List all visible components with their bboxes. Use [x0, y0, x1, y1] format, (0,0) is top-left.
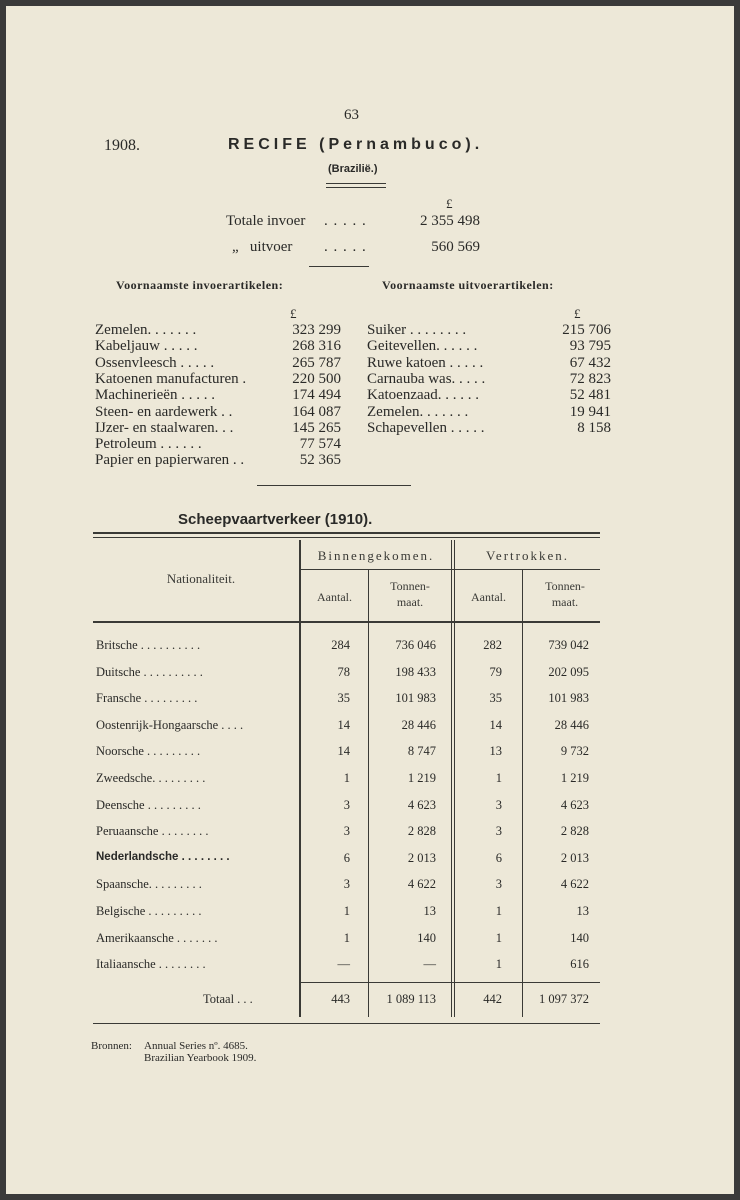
sources-label: Bronnen: — [91, 1040, 132, 1052]
row-out-t: 101 983 — [548, 691, 589, 706]
row-in-n: 14 — [337, 717, 350, 732]
imports-item-label: Machinerieën . . . . . — [95, 387, 215, 404]
row-nationality: Zweedsche. . . . . . . . . — [96, 771, 206, 785]
table-total-rule — [301, 982, 600, 983]
row-in-n: 1 — [343, 930, 350, 945]
exports-item-label: Katoenzaad. . . . . . — [367, 387, 480, 404]
row-out-t: 202 095 — [548, 664, 589, 679]
row-out-n: 1 — [495, 904, 502, 918]
sources-line-2: Brazilian Yearbook 1909. — [144, 1052, 257, 1064]
imports-item-value: 145 265 — [292, 419, 341, 436]
exports-item-value: 67 432 — [569, 354, 611, 371]
row-in-t: 13 — [423, 904, 436, 918]
imports-item-label: Papier en papierwaren . . — [95, 452, 245, 469]
row-in-n: 284 — [331, 638, 350, 652]
page-title: RECIFE (Pernambuco). — [228, 136, 484, 153]
total-out-tonnen: 1 097 372 — [539, 992, 589, 1006]
table-top-rule-2 — [93, 537, 600, 538]
totals-row-import-dots: . . . . . — [324, 213, 367, 229]
title-rule-top — [326, 183, 386, 184]
col-out-aantal-header: Aantal. — [471, 590, 506, 604]
row-in-t: 1 219 — [407, 771, 436, 785]
exports-item-label: Schapevellen . . . . . — [367, 419, 485, 436]
exports-item-value: 72 823 — [569, 370, 611, 387]
row-out-n: 1 — [495, 957, 502, 972]
total-in-tonnen: 1 089 113 — [386, 992, 436, 1006]
row-out-t: 1 219 — [560, 771, 589, 785]
row-in-n: 35 — [337, 691, 350, 706]
exports-item-value: 19 941 — [569, 403, 611, 420]
imports-item-label: Steen- en aardewerk . . — [95, 403, 233, 420]
totals-row-import-label: Totale invoer — [226, 213, 306, 229]
col-out-tonnen-header: Tonnen-maat. — [545, 579, 585, 609]
row-nationality: Amerikaansche . . . . . . . — [96, 930, 218, 945]
imports-item-value: 52 365 — [299, 452, 341, 469]
sources-line-1: Annual Series nº. 4685. — [144, 1040, 248, 1052]
table-group-rule — [301, 569, 600, 570]
row-in-t: 28 446 — [401, 717, 436, 732]
exports-heading: Voornaamste uitvoerartikelen: — [382, 278, 554, 292]
exports-item-value: 8 158 — [577, 419, 611, 436]
report-year: 1908. — [104, 137, 140, 154]
exports-item-value: 93 795 — [569, 338, 611, 355]
exports-item-label: Ruwe katoen . . . . . — [367, 354, 484, 371]
row-in-n: — — [337, 957, 350, 972]
row-out-t: 13 — [576, 904, 589, 918]
imports-currency: £ — [290, 306, 297, 321]
row-out-t: 9 732 — [560, 744, 589, 759]
imports-item-value: 323 299 — [292, 322, 341, 338]
imports-item-label: IJzer- en staalwaren. . . — [95, 419, 234, 436]
row-out-n: 3 — [495, 824, 502, 839]
row-out-n: 3 — [495, 797, 502, 812]
totals-rule — [309, 266, 369, 267]
table-bottom-rule — [93, 1023, 600, 1024]
row-in-t: 140 — [417, 930, 436, 945]
row-in-t: 2 828 — [407, 824, 436, 839]
row-nationality: Britsche . . . . . . . . . . — [96, 638, 201, 652]
row-nationality: Peruaansche . . . . . . . . — [96, 824, 209, 839]
row-out-n: 13 — [489, 744, 502, 759]
row-out-n: 14 — [489, 717, 502, 732]
exports-item-label: Carnauba was. . . . . — [367, 370, 486, 387]
exports-currency: £ — [574, 306, 581, 321]
table-vline-2 — [368, 570, 369, 1017]
row-out-t: 739 042 — [548, 638, 589, 652]
row-nationality: Oostenrijk-Hongaarsche . . . . — [96, 717, 244, 732]
imports-item-value: 164 087 — [292, 403, 341, 420]
row-out-n: 6 — [495, 850, 502, 865]
col-group-in-header: Binnengekomen. — [317, 548, 435, 563]
totals-row-export-value: 560 569 — [431, 239, 480, 255]
totals-row-export-dots: . . . . . — [324, 239, 367, 255]
exports-item-label: Geitevellen. . . . . . — [367, 338, 478, 355]
totals-currency: £ — [446, 196, 453, 211]
row-out-n: 35 — [489, 691, 502, 706]
exports-item-value: 215 706 — [562, 322, 611, 338]
row-nationality: Noorsche . . . . . . . . . — [96, 744, 201, 759]
row-in-t: 101 983 — [395, 691, 436, 706]
document-page — [6, 6, 734, 1194]
row-in-t: 4 622 — [407, 877, 436, 892]
row-nationality: Spaansche. . . . . . . . . — [96, 877, 202, 892]
table-vline-4 — [522, 570, 523, 1017]
page-subtitle: (Brazilië.) — [328, 163, 378, 175]
row-in-t: 198 433 — [395, 664, 436, 679]
col-in-aantal-header: Aantal. — [317, 590, 352, 604]
row-nationality: Fransche . . . . . . . . . — [96, 691, 198, 706]
imports-heading: Voornaamste invoerartikelen: — [116, 278, 284, 292]
totals-row-export-label: „ uitvoer — [232, 239, 293, 255]
row-in-n: 78 — [337, 664, 350, 679]
row-in-n: 1 — [343, 771, 350, 785]
row-in-t: 4 623 — [407, 797, 436, 812]
table-header-rule — [93, 621, 600, 623]
row-in-n: 1 — [343, 904, 350, 918]
row-in-n: 6 — [343, 850, 350, 865]
exports-item-label: Suiker . . . . . . . . — [367, 322, 467, 338]
row-in-t: 736 046 — [395, 638, 436, 652]
imports-item-value: 265 787 — [292, 354, 341, 371]
row-nationality: Duitsche . . . . . . . . . . — [96, 664, 203, 679]
imports-item-value: 77 574 — [299, 436, 341, 453]
row-in-n: 3 — [343, 877, 350, 892]
shipping-heading: Scheepvaartverkeer (1910). — [178, 511, 373, 528]
row-in-n: 3 — [343, 797, 350, 812]
page-number: 63 — [344, 107, 359, 123]
total-label: Totaal . . . — [203, 992, 253, 1006]
imports-item-label: Kabeljauw . . . . . — [95, 338, 198, 355]
table-vline-1 — [299, 540, 301, 1017]
imports-item-label: Katoenen manufacturen . — [95, 370, 247, 387]
row-in-t: 2 013 — [407, 850, 436, 865]
exports-list — [367, 322, 611, 442]
row-out-n: 282 — [483, 638, 502, 652]
row-nationality: Deensche . . . . . . . . . — [96, 797, 201, 812]
row-out-t: 2 013 — [560, 850, 589, 865]
row-out-n: 79 — [489, 664, 502, 679]
row-in-t: 8 747 — [407, 744, 436, 759]
imports-item-label: Zemelen. . . . . . . — [95, 322, 197, 338]
lists-rule — [257, 485, 411, 486]
row-in-n: 14 — [337, 744, 350, 759]
table-vline-3a — [451, 540, 452, 1017]
total-in-aantal: 443 — [331, 992, 350, 1006]
table-top-rule — [93, 532, 600, 534]
exports-item-value: 52 481 — [569, 387, 611, 404]
row-in-n: 3 — [343, 824, 350, 839]
row-out-t: 140 — [570, 930, 589, 945]
col-group-out-header: Vertrokken. — [485, 548, 569, 563]
total-out-aantal: 442 — [483, 992, 502, 1006]
row-nationality: Belgische . . . . . . . . . — [96, 904, 202, 918]
row-out-t: 4 623 — [560, 797, 589, 812]
table-vline-3b — [454, 540, 455, 1017]
imports-item-value: 220 500 — [292, 370, 341, 387]
title-rule-bottom — [326, 187, 386, 188]
row-out-n: 3 — [495, 877, 502, 892]
imports-list — [95, 322, 341, 472]
row-out-t: 616 — [570, 957, 589, 972]
row-in-t: — — [423, 957, 436, 972]
imports-item-label: Ossenvleesch . . . . . — [95, 354, 215, 371]
row-out-t: 2 828 — [560, 824, 589, 839]
col-in-tonnen-header: Tonnen-maat. — [390, 579, 430, 609]
row-nationality: Italiaansche . . . . . . . . — [96, 957, 206, 972]
exports-item-label: Zemelen. . . . . . . — [367, 403, 469, 420]
imports-item-value: 174 494 — [292, 387, 341, 404]
row-out-n: 1 — [495, 930, 502, 945]
imports-item-value: 268 316 — [292, 338, 341, 355]
row-out-n: 1 — [495, 771, 502, 785]
row-out-t: 4 622 — [560, 877, 589, 892]
imports-item-label: Petroleum . . . . . . — [95, 436, 202, 453]
totals-row-import-value: 2 355 498 — [420, 213, 480, 229]
col-nationality-header: Nationaliteit. — [166, 571, 236, 586]
row-nationality: Nederlandsche . . . . . . . . — [96, 850, 230, 863]
row-out-t: 28 446 — [554, 717, 589, 732]
